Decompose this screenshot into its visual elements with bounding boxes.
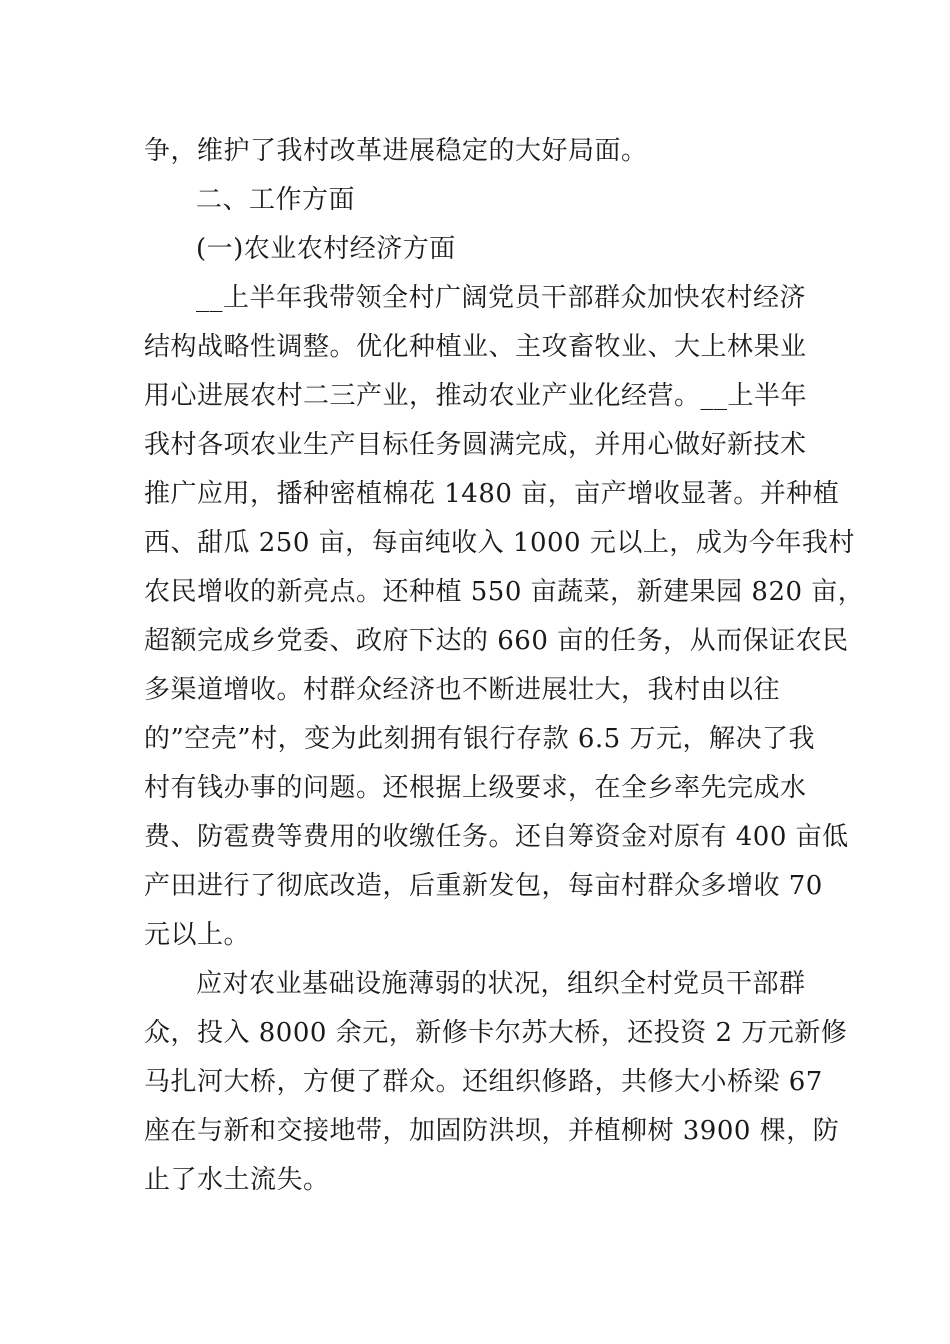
section-heading: 二、工作方面 [196,185,356,215]
text-line: 产田进行了彻底改造，后重新发包，每亩村群众多增收 70 [144,871,823,901]
text-line: 马扎河大桥，方便了群众。还组织修路，共修大小桥梁 67 [144,1067,823,1097]
text-line: 农民增收的新亮点。还种植 550 亩蔬菜，新建果园 820 亩， [144,577,865,607]
text-line: 用心进展农村二三产业，推动农业产业化经营。__上半年 [144,381,808,411]
text-line: 众，投入 8000 余元，新修卡尔苏大桥，还投资 2 万元新修 [144,1018,848,1048]
text-line: 超额完成乡党委、政府下达的 660 亩的任务，从而保证农民 [144,626,849,656]
text-line: 费、防雹费等费用的收缴任务。还自筹资金对原有 400 亩低 [144,822,849,852]
text-line: 元以上。 [144,920,251,950]
text-line: 村有钱办事的问题。还根据上级要求，在全乡率先完成水 [144,773,807,803]
text-line: __上半年我带领全村广阔党员干部群众加快农村经济 [196,283,807,313]
text-line: 结构战略性调整。优化种植业、主攻畜牧业、大上林果业 [144,332,807,362]
text-line: 推广应用，播种密植棉花 1480 亩，亩产增收显著。并种植 [144,479,840,509]
text-line: 止了水土流失。 [144,1165,330,1195]
text-line: 座在与新和交接地带，加固防洪坝，并植柳树 3900 棵，防 [144,1116,840,1146]
text-line: 的”空壳”村，变为此刻拥有银行存款 6.5 万元，解决了我 [144,724,815,754]
text-line: 应对农业基础设施薄弱的状况，组织全村党员干部群 [196,969,806,999]
document-body [144,127,865,1205]
text-line: 西、甜瓜 250 亩，每亩纯收入 1000 元以上，成为今年我村 [144,528,855,558]
text-line: 多渠道增收。村群众经济也不断进展壮大，我村由以往 [144,675,781,705]
subsection-heading: (一)农业农村经济方面 [196,234,456,264]
text-line: 我村各项农业生产目标任务圆满完成，并用心做好新技术 [144,430,807,460]
text-line: 争，维护了我村改革进展稳定的大好局面。 [144,136,648,166]
